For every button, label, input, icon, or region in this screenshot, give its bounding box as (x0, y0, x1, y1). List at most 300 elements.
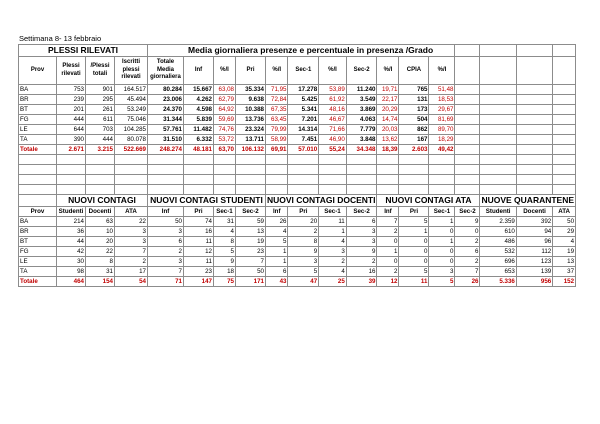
data-cell: 50 (148, 217, 184, 227)
data-cell: 25 (319, 277, 347, 287)
column-header: %/I (319, 57, 347, 85)
data-cell: 164.517 (115, 85, 148, 95)
data-cell: 5 (266, 237, 288, 247)
data-cell: 53,72 (214, 135, 236, 145)
column-header: %/I (429, 57, 455, 85)
column-header: ATA (553, 207, 576, 217)
data-cell: 67,35 (266, 105, 288, 115)
empty-cell (455, 95, 480, 105)
empty-cell (214, 175, 236, 185)
data-cell: 34.348 (346, 145, 377, 155)
table-row (19, 85, 576, 95)
empty-cell (214, 155, 236, 165)
empty-cell (184, 155, 214, 165)
empty-cell (455, 165, 480, 175)
empty-cell (516, 155, 552, 165)
data-cell: 13,62 (377, 135, 399, 145)
empty-cell (346, 185, 377, 195)
data-cell: 0 (429, 247, 455, 257)
data-cell: 0 (399, 257, 429, 267)
data-cell: 50 (236, 267, 266, 277)
data-cell: 3 (346, 237, 377, 247)
data-cell: 13.736 (236, 115, 266, 125)
empty-cell (516, 115, 552, 125)
empty-cell (553, 115, 576, 125)
column-header: Inf (266, 207, 288, 217)
empty-cell (455, 85, 480, 95)
data-cell: 18,39 (377, 145, 399, 155)
data-cell: 1 (266, 257, 288, 267)
data-cell: 5.839 (184, 115, 214, 125)
data-cell: 5 (214, 247, 236, 257)
empty-cell (236, 175, 266, 185)
empty-cell (266, 155, 288, 165)
column-header: Inf (148, 207, 184, 217)
data-cell: 54 (115, 277, 148, 287)
empty-cell (346, 165, 377, 175)
data-cell: 610 (480, 227, 516, 237)
data-cell: 31 (214, 217, 236, 227)
empty-cell (553, 145, 576, 155)
empty-cell (148, 185, 184, 195)
empty-cell (377, 165, 399, 175)
data-cell: 58,99 (266, 135, 288, 145)
empty-cell (184, 175, 214, 185)
empty-cell (553, 175, 576, 185)
column-header: Docenti (516, 207, 552, 217)
data-cell: 3 (319, 247, 347, 257)
empty-cell (553, 125, 576, 135)
group-contagi-studenti: NUOVI CONTAGI STUDENTI (148, 195, 266, 207)
data-cell: 1 (377, 247, 399, 257)
empty-cell (516, 175, 552, 185)
data-cell: 7 (455, 267, 480, 277)
empty-cell (553, 165, 576, 175)
total-row (19, 277, 576, 287)
empty-cell (553, 45, 576, 57)
data-cell: 0 (429, 227, 455, 237)
data-cell: 7.779 (346, 125, 377, 135)
data-cell: 53.249 (115, 105, 148, 115)
prov-label: BA (19, 85, 57, 95)
empty-cell (480, 185, 516, 195)
data-cell: 6 (346, 217, 377, 227)
empty-cell (377, 155, 399, 165)
empty-cell (148, 175, 184, 185)
data-cell: 16 (184, 227, 214, 237)
total-row (19, 145, 576, 155)
blank-row (19, 155, 576, 165)
empty-cell (399, 165, 429, 175)
data-cell: 3.215 (86, 145, 115, 155)
table-row (19, 227, 576, 237)
data-cell: 9 (214, 257, 236, 267)
data-cell: 1 (266, 247, 288, 257)
data-cell: 4 (319, 237, 347, 247)
empty-cell (148, 165, 184, 175)
data-cell: 17 (115, 267, 148, 277)
data-cell: 3.549 (346, 95, 377, 105)
column-header: Plessi rilevati (57, 57, 86, 85)
data-cell: 1 (399, 227, 429, 237)
data-cell: 19 (236, 237, 266, 247)
data-cell: 22,17 (377, 95, 399, 105)
data-cell: 3 (429, 267, 455, 277)
empty-cell (480, 135, 516, 145)
data-cell: 20 (288, 217, 319, 227)
data-cell: 3.869 (346, 105, 377, 115)
empty-cell (115, 155, 148, 165)
empty-cell (455, 145, 480, 155)
data-cell: 48.181 (184, 145, 214, 155)
data-cell: 46,67 (319, 115, 347, 125)
data-cell: 63,08 (214, 85, 236, 95)
group-media-giornaliera: Media giornaliera presenze e percentuale in presenza /Grado (148, 45, 455, 57)
data-cell: 0 (429, 257, 455, 267)
empty-cell (553, 105, 576, 115)
empty-cell (553, 95, 576, 105)
column-header: Studenti (480, 207, 516, 217)
empty-cell (553, 135, 576, 145)
empty-cell (346, 175, 377, 185)
column-header: Pri (236, 57, 266, 85)
empty-cell (86, 155, 115, 165)
data-cell: 5 (399, 267, 429, 277)
column-header: %/I (214, 57, 236, 85)
empty-cell (115, 185, 148, 195)
column-header: Sec-2 (455, 207, 480, 217)
empty-cell (553, 155, 576, 165)
data-cell: 956 (516, 277, 552, 287)
column-header: Inf (377, 207, 399, 217)
data-cell: 765 (399, 85, 429, 95)
data-cell: 5.336 (480, 277, 516, 287)
data-cell: 644 (57, 125, 86, 135)
table-row (19, 135, 576, 145)
data-cell: 131 (399, 95, 429, 105)
empty-cell (319, 175, 347, 185)
empty-cell (19, 165, 57, 175)
data-cell: 96 (516, 237, 552, 247)
column-header: Sec-2 (346, 57, 377, 85)
empty-cell (455, 175, 480, 185)
data-cell: 2.671 (57, 145, 86, 155)
spreadsheet (18, 34, 576, 287)
empty-cell (319, 185, 347, 195)
empty-cell (86, 165, 115, 175)
data-table (18, 44, 576, 287)
data-cell: 31 (86, 267, 115, 277)
column-header: Sec-1 (429, 207, 455, 217)
table-row (19, 267, 576, 277)
column-header: Pri (399, 207, 429, 217)
empty-cell (553, 57, 576, 85)
data-cell: 11.482 (184, 125, 214, 135)
data-cell: 3 (346, 227, 377, 237)
empty-cell (455, 115, 480, 125)
data-cell: 696 (480, 257, 516, 267)
empty-cell (399, 175, 429, 185)
prov-label: LE (19, 125, 57, 135)
empty-cell (86, 185, 115, 195)
data-cell: 12 (377, 277, 399, 287)
data-cell: 123 (516, 257, 552, 267)
data-cell: 11 (184, 257, 214, 267)
data-cell: 703 (86, 125, 115, 135)
data-cell: 19 (553, 247, 576, 257)
column-header: CPIA (399, 57, 429, 85)
empty-cell (516, 105, 552, 115)
data-cell: 57.761 (148, 125, 184, 135)
data-cell: 50 (553, 217, 576, 227)
data-cell: 3 (288, 257, 319, 267)
data-cell: 0 (455, 227, 480, 237)
header-row-columns (19, 57, 576, 85)
empty-cell (266, 175, 288, 185)
data-cell: 3 (148, 227, 184, 237)
empty-cell (236, 185, 266, 195)
data-cell: 2 (319, 257, 347, 267)
data-cell: 4.262 (184, 95, 214, 105)
empty-cell (288, 165, 319, 175)
data-cell: 31.344 (148, 115, 184, 125)
empty-cell (399, 155, 429, 165)
data-cell: 3 (115, 237, 148, 247)
prov-label: BT (19, 237, 57, 247)
data-cell: 30 (57, 257, 86, 267)
prov-label: TA (19, 267, 57, 277)
data-cell: 1 (429, 217, 455, 227)
data-cell: 2 (377, 267, 399, 277)
data-cell: 16 (346, 267, 377, 277)
data-cell: 444 (57, 115, 86, 125)
data-cell: 80.078 (115, 135, 148, 145)
empty-cell (480, 175, 516, 185)
data-cell: 464 (57, 277, 86, 287)
data-cell: 10 (86, 227, 115, 237)
group-nuovi-contagi: NUOVI CONTAGI (57, 195, 148, 207)
data-cell: 295 (86, 95, 115, 105)
data-cell: 901 (86, 85, 115, 95)
data-cell: 49,42 (429, 145, 455, 155)
table-row (19, 217, 576, 227)
data-cell: 37 (553, 267, 576, 277)
data-cell: 18 (214, 267, 236, 277)
data-cell: 11 (399, 277, 429, 287)
data-cell: 1 (429, 237, 455, 247)
empty-cell (115, 165, 148, 175)
empty-cell (115, 175, 148, 185)
data-cell: 43 (266, 277, 288, 287)
data-cell: 42 (57, 247, 86, 257)
column-header: Prov (19, 207, 57, 217)
data-cell: 753 (57, 85, 86, 95)
data-cell: 11 (184, 237, 214, 247)
empty-cell (57, 165, 86, 175)
empty-cell (19, 185, 57, 195)
data-cell: 390 (57, 135, 86, 145)
data-cell: 72,84 (266, 95, 288, 105)
data-cell: 15.667 (184, 85, 214, 95)
data-cell: 23.006 (148, 95, 184, 105)
data-cell: 13 (553, 257, 576, 267)
data-cell: 152 (553, 277, 576, 287)
data-cell: 4.598 (184, 105, 214, 115)
data-cell: 147 (184, 277, 214, 287)
data-cell: 2.603 (399, 145, 429, 155)
data-cell: 63 (86, 217, 115, 227)
data-cell: 74 (184, 217, 214, 227)
table-row (19, 115, 576, 125)
data-cell: 31.510 (148, 135, 184, 145)
table-row (19, 257, 576, 267)
data-cell: 248.274 (148, 145, 184, 155)
data-cell: 48,16 (319, 105, 347, 115)
data-cell: 81,69 (429, 115, 455, 125)
empty-cell (214, 185, 236, 195)
empty-cell (455, 57, 480, 85)
table-row (19, 95, 576, 105)
column-header: Totale Media giornaliera (148, 57, 184, 85)
empty-cell (516, 85, 552, 95)
column-header: /Plessi totali (86, 57, 115, 85)
data-cell: 2 (346, 257, 377, 267)
empty-cell (455, 155, 480, 165)
column-header: Sec-2 (236, 207, 266, 217)
data-cell: 55,24 (319, 145, 347, 155)
column-header: Studenti (57, 207, 86, 217)
data-cell: 444 (86, 135, 115, 145)
data-cell: 653 (480, 267, 516, 277)
empty-cell (288, 155, 319, 165)
empty-cell (455, 185, 480, 195)
data-cell: 0 (377, 237, 399, 247)
data-cell: 486 (480, 237, 516, 247)
empty-cell (19, 155, 57, 165)
blank-row (19, 165, 576, 175)
data-cell: 7.201 (288, 115, 319, 125)
empty-cell (516, 135, 552, 145)
empty-cell (266, 165, 288, 175)
table-row (19, 105, 576, 115)
data-cell: 9 (346, 247, 377, 257)
data-cell: 36 (57, 227, 86, 237)
data-cell: 17.278 (288, 85, 319, 95)
empty-cell (319, 155, 347, 165)
data-cell: 7 (115, 247, 148, 257)
data-cell: 80.284 (148, 85, 184, 95)
data-cell: 53,89 (319, 85, 347, 95)
empty-cell (480, 155, 516, 165)
empty-cell (57, 175, 86, 185)
column-header: Sec-1 (319, 207, 347, 217)
data-cell: 6 (266, 267, 288, 277)
data-cell: 112 (516, 247, 552, 257)
empty-cell (184, 165, 214, 175)
group-plessi-rilevati: PLESSI RILEVATI (19, 45, 148, 57)
data-cell: 26 (266, 217, 288, 227)
data-cell: 7.451 (288, 135, 319, 145)
blank-row (19, 175, 576, 185)
data-cell: 154 (86, 277, 115, 287)
table-row (19, 237, 576, 247)
empty-cell (429, 155, 455, 165)
data-cell: 504 (399, 115, 429, 125)
data-cell: 4.063 (346, 115, 377, 125)
data-cell: 7 (377, 217, 399, 227)
group-contagi-docenti: NUOVI CONTAGI DOCENTI (267, 195, 376, 205)
empty-cell (184, 185, 214, 195)
data-cell: 23 (184, 267, 214, 277)
data-cell: 3.848 (346, 135, 377, 145)
prov-label: BR (19, 227, 57, 237)
data-cell: 0 (399, 237, 429, 247)
empty-cell (266, 185, 288, 195)
data-cell: 4 (319, 267, 347, 277)
data-cell: 14,74 (377, 115, 399, 125)
empty-cell (480, 95, 516, 105)
data-cell: 522.669 (115, 145, 148, 155)
data-cell: 75.046 (115, 115, 148, 125)
data-cell: 392 (516, 217, 552, 227)
prov-label: BR (19, 95, 57, 105)
empty-cell (480, 145, 516, 155)
data-cell: 71,95 (266, 85, 288, 95)
data-cell: 9 (288, 247, 319, 257)
data-cell: 89,70 (429, 125, 455, 135)
data-cell: 11 (319, 217, 347, 227)
empty-cell (319, 165, 347, 175)
data-cell: 2.359 (480, 217, 516, 227)
empty-cell (516, 125, 552, 135)
data-cell: 8 (86, 257, 115, 267)
empty-cell (214, 165, 236, 175)
data-cell: 5.425 (288, 95, 319, 105)
data-cell: 2 (455, 237, 480, 247)
data-cell: 611 (86, 115, 115, 125)
data-cell: 59 (236, 217, 266, 227)
prov-label: Totale (19, 145, 57, 155)
data-cell: 862 (399, 125, 429, 135)
empty-cell (516, 45, 552, 57)
data-cell: 22 (115, 217, 148, 227)
empty-cell (516, 95, 552, 105)
empty-cell (57, 155, 86, 165)
data-cell: 44 (57, 237, 86, 247)
empty-cell (455, 105, 480, 115)
empty-cell (19, 175, 57, 185)
data-cell: 9 (455, 217, 480, 227)
data-cell: 29 (553, 227, 576, 237)
column-header: Sec-1 (214, 207, 236, 217)
data-cell: 74,76 (214, 125, 236, 135)
data-cell: 2 (377, 227, 399, 237)
column-header: %/I (266, 57, 288, 85)
empty-cell (480, 45, 516, 57)
data-cell: 13.711 (236, 135, 266, 145)
data-cell: 104.285 (115, 125, 148, 135)
data-cell: 23 (236, 247, 266, 257)
data-cell: 64,92 (214, 105, 236, 115)
empty-cell (480, 85, 516, 95)
data-cell: 12 (184, 247, 214, 257)
data-cell: 63,45 (266, 115, 288, 125)
data-cell: 13 (236, 227, 266, 237)
data-cell: 47 (288, 277, 319, 287)
data-cell: 39 (346, 277, 377, 287)
data-cell: 57.010 (288, 145, 319, 155)
column-header: %/I (377, 57, 399, 85)
